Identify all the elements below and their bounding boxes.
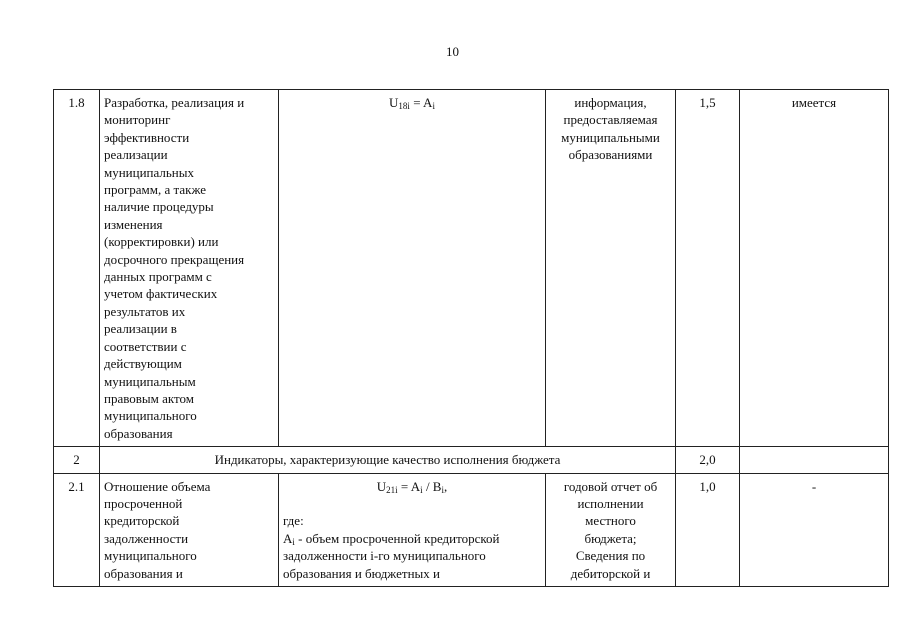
formula: $U_{21i} = A_i / B_i$, — [376, 478, 448, 495]
data-source: годовой отчет об исполнении местного бюджета; Сведения по дебиторской и — [546, 473, 676, 586]
weight: 1,5 — [676, 90, 740, 447]
table-row — [54, 90, 889, 447]
indicators-table — [53, 89, 889, 587]
value: имеется — [740, 90, 889, 447]
indicator-name: Разработка, реализация и мониторинг эффективности реализации муниципальных программ, а также наличие процедуры изменения (корректировки) или досрочного прекращения данных программ с учетом фактических результатов их реализации в соответствии с действующим муниципальным правовым актом муниципального образования — [100, 90, 279, 447]
page-number: 10 — [446, 44, 459, 59]
row-number: 1.8 — [54, 90, 100, 447]
data-source: информация, предоставляемая муниципальными образованиями — [546, 90, 676, 447]
group-title: Индикаторы, характеризующие качество исполнения бюджета — [100, 447, 676, 473]
row-number: 2.1 — [54, 473, 100, 586]
where-label: где: — [283, 513, 304, 529]
formula-cell — [279, 90, 546, 447]
formula-cell: $U_{21i} = A_i / B_i$, где: $A_i$ - объем просроченной кредиторской задолженности i-го муниципального образования и бюджетных и — [279, 473, 546, 586]
where-definition: $A_i$ - объем просроченной кредиторской — [283, 530, 500, 547]
row-number: 2 — [54, 447, 100, 473]
weight: 2,0 — [676, 447, 740, 473]
table-row — [54, 447, 889, 473]
weight: 1,0 — [676, 473, 740, 586]
formula: $U_{18i} = A_i$ — [389, 95, 435, 111]
value — [740, 447, 889, 473]
table-row — [54, 473, 889, 586]
value: - — [740, 473, 889, 586]
indicator-name: Отношение объема просроченной кредиторской задолженности муниципального образования и — [100, 473, 279, 586]
